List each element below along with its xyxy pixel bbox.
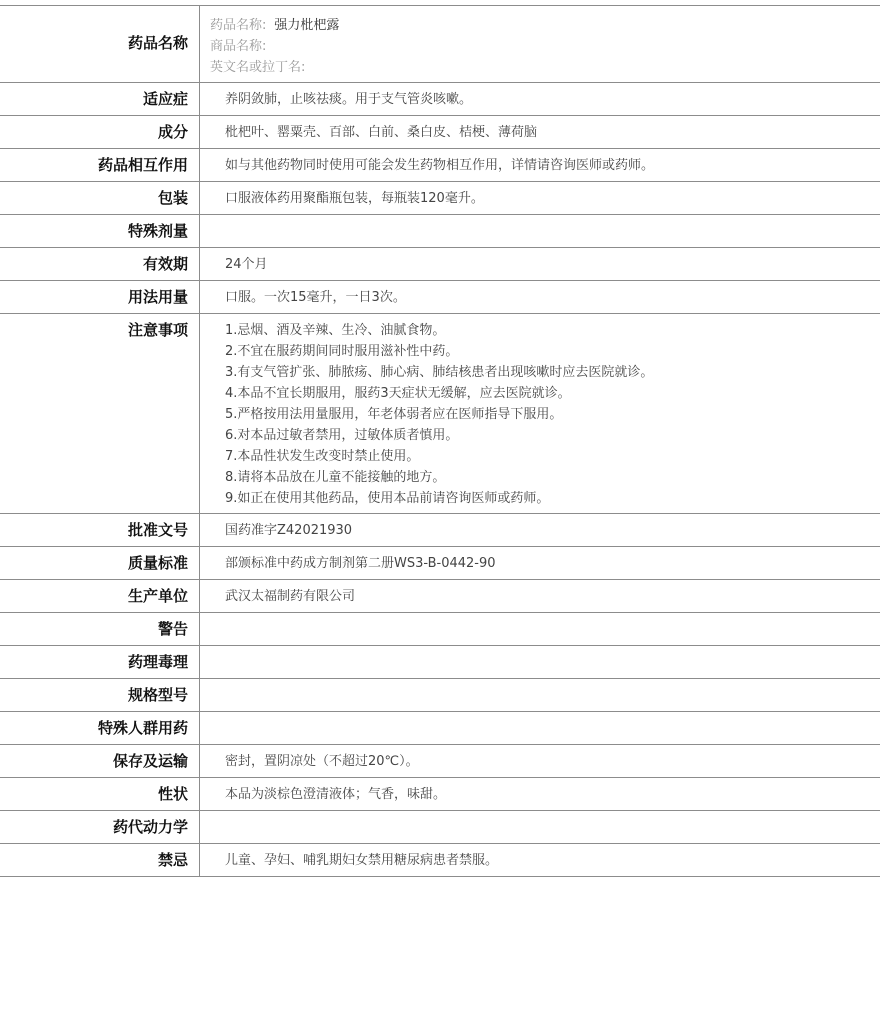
precautions-list: [200, 314, 880, 513]
quality-standard-label: 质量标准: [0, 547, 200, 579]
approval-number-value: 国药准字Z42021930: [225, 523, 353, 538]
interactions-label: 药品相互作用: [0, 149, 200, 181]
english-name-line: [210, 57, 880, 78]
storage-label: 保存及运输: [0, 745, 200, 777]
precaution-item: 1.忌烟、酒及辛辣、生冷、油腻食物。: [225, 323, 446, 338]
appearance-value: 本品为淡棕色澄清液体；气香，味甜。: [225, 787, 447, 802]
approval-number-label: 批准文号: [0, 514, 200, 546]
generic-name-line: [210, 15, 880, 36]
precaution-item: 2.不宜在服药期间同时服用滋补性中药。: [225, 344, 459, 359]
indications-value: 养阴敛肺，止咳祛痰。用于支气管炎咳嗽。: [225, 92, 473, 107]
trade-name-key: 商品名称:: [210, 39, 267, 54]
quality-standard-value: 部颁标准中药成方制剂第二册WS3-B-0442-90: [225, 556, 496, 571]
precaution-item: 6.对本品过敏者禁用，过敏体质者慎用。: [225, 428, 459, 443]
row-special-dosage: [0, 215, 880, 248]
generic-name-value: 强力枇杷露: [274, 18, 340, 33]
specification-label: 规格型号: [0, 679, 200, 711]
toxicology-value: [200, 646, 880, 678]
drug-spec-table: [0, 5, 880, 877]
row-precautions: [0, 314, 880, 514]
contraindications-value: 儿童、孕妇、哺乳期妇女禁用糖尿病患者禁服。: [225, 853, 499, 868]
special-population-label: 特殊人群用药: [0, 712, 200, 744]
row-packaging: [0, 182, 880, 215]
precaution-item: 4.本品不宜长期服用，服药3天症状无缓解，应去医院就诊。: [225, 386, 571, 401]
usage-dosage-label: 用法用量: [0, 281, 200, 313]
row-pharmacokinetics: [0, 811, 880, 844]
row-warning: [0, 613, 880, 646]
special-dosage-value: [200, 215, 880, 247]
precautions-label: 注意事项: [0, 314, 200, 513]
row-indications: [0, 83, 880, 116]
drug-name-label: 药品名称: [0, 6, 200, 82]
generic-name-key: 药品名称:: [210, 18, 267, 33]
warning-label: 警告: [0, 613, 200, 645]
precaution-item: 8.请将本品放在儿童不能接触的地方。: [225, 470, 446, 485]
specification-value: [200, 679, 880, 711]
manufacturer-label: 生产单位: [0, 580, 200, 612]
trade-name-line: [210, 36, 880, 57]
pharmacokinetics-label: 药代动力学: [0, 811, 200, 843]
row-appearance: [0, 778, 880, 811]
precaution-item: 9.如正在使用其他药品，使用本品前请咨询医师或药师。: [225, 491, 550, 506]
precaution-item: 3.有支气管扩张、肺脓疡、肺心病、肺结核患者出现咳嗽时应去医院就诊。: [225, 365, 654, 380]
row-validity: [0, 248, 880, 281]
validity-label: 有效期: [0, 248, 200, 280]
row-usage-dosage: [0, 281, 880, 314]
precaution-item: 7.本品性状发生改变时禁止使用。: [225, 449, 420, 464]
appearance-label: 性状: [0, 778, 200, 810]
ingredients-label: 成分: [0, 116, 200, 148]
row-toxicology: [0, 646, 880, 679]
row-drug-name: [0, 6, 880, 83]
row-ingredients: [0, 116, 880, 149]
row-special-population: [0, 712, 880, 745]
row-storage: [0, 745, 880, 778]
english-name-key: 英文名或拉丁名:: [210, 60, 306, 75]
interactions-value: 如与其他药物同时使用可能会发生药物相互作用，详情请咨询医师或药师。: [225, 158, 655, 173]
special-dosage-label: 特殊剂量: [0, 215, 200, 247]
manufacturer-value: 武汉太福制药有限公司: [225, 589, 356, 604]
row-contraindications: [0, 844, 880, 877]
storage-value: 密封，置阴凉处（不超过20℃）。: [225, 754, 419, 769]
toxicology-label: 药理毒理: [0, 646, 200, 678]
drug-name-value: [200, 6, 880, 82]
ingredients-value: 枇杷叶、罂粟壳、百部、白前、桑白皮、桔梗、薄荷脑: [225, 125, 538, 140]
packaging-label: 包装: [0, 182, 200, 214]
row-interactions: [0, 149, 880, 182]
indications-label: 适应症: [0, 83, 200, 115]
special-population-value: [200, 712, 880, 744]
row-approval-number: [0, 514, 880, 547]
contraindications-label: 禁忌: [0, 844, 200, 876]
validity-value: 24个月: [225, 257, 268, 272]
row-specification: [0, 679, 880, 712]
packaging-value: 口服液体药用聚酯瓶包装，每瓶装120毫升。: [225, 191, 484, 206]
precaution-item: 5.严格按用法用量服用，年老体弱者应在医师指导下服用。: [225, 407, 563, 422]
pharmacokinetics-value: [200, 811, 880, 843]
row-quality-standard: [0, 547, 880, 580]
usage-dosage-value: 口服。一次15毫升，一日3次。: [225, 290, 406, 305]
row-manufacturer: [0, 580, 880, 613]
warning-value: [200, 613, 880, 645]
